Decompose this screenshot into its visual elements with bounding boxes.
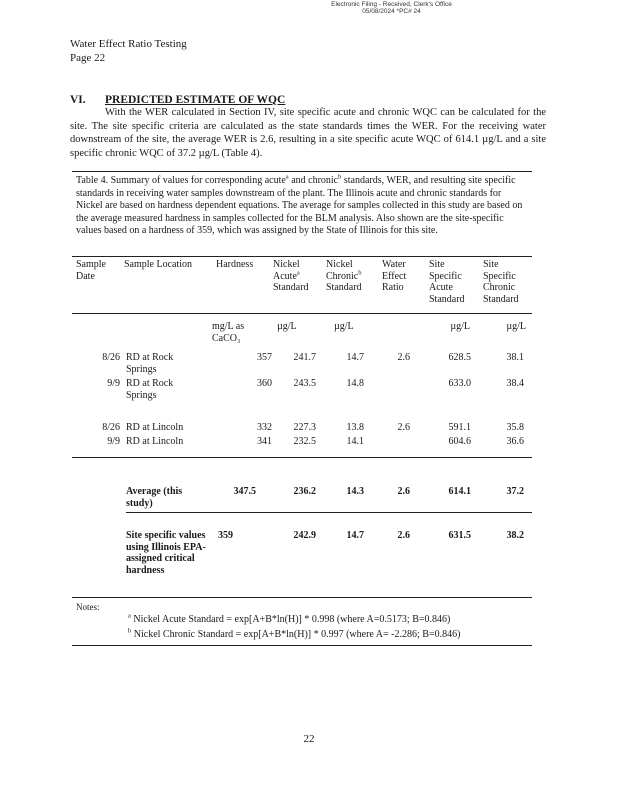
note-b: $^b$ Nickel Chronic Standard = exp[A+B*ln(H)] * 0.997 (where A= -2.286; B=0.846) <box>128 627 461 640</box>
unit-site-chronic: µg/L <box>506 321 526 332</box>
unit-chronic: µg/L <box>334 321 354 332</box>
page-number: 22 <box>303 733 315 745</box>
header-title: Water Effect Ratio Testing <box>70 38 187 50</box>
caption-rule <box>72 256 532 257</box>
stamp-line-1: Electronic Filing - Received, Clerk's Office <box>331 1 452 8</box>
unit-hardness: mg/L as CaCO₃ <box>212 321 245 344</box>
paragraph-text: With the WER calculated in Section IV, site specific acute and chronic WQC can be calculated for the site. The site specific criteria are calculated as the state standards times the WER. For the receiving water downstream of the site, the average WER is 2.6, resulting in a site specific acute WQC of 614.1 µg/L and a site specific chronic WQC of 37.2 µg/L (Table 4). <box>70 107 546 159</box>
data-rule <box>72 457 532 458</box>
unit-acute: µg/L <box>277 321 297 332</box>
header-rule <box>72 313 532 314</box>
note-a: $^a$ Nickel Acute Standard = exp[A+B*ln(H)] * 0.998 (where A=0.5173; B=0.846) <box>128 612 451 625</box>
col-location: Sample Location <box>124 259 193 270</box>
unit-site-acute: µg/L <box>450 321 470 332</box>
header-page: Page 22 <box>70 52 106 64</box>
table-caption: Table 4. Summary of values for corresponding acute$^a$ and chronic$^b$ standards, WER, and resulting site specific standards in receiving water samples downstream of the plant. The Illinois acute and chronic standards for Nickel are based on hardness dependent equations. The average for samples collected in this study are based on the average measured hardness in samples collected for the BLM analysis. Also shown are the site-specific values based on a hardness of 359, which was assigned by the State of Illinois for this site. <box>76 173 523 237</box>
stamp-line-2: 05/08/2024 *PC# 24 <box>362 8 421 15</box>
notes-rule <box>72 645 532 646</box>
filing-stamp <box>0 1 618 15</box>
col-chronic: Nickel Chronic$^b$ Standard <box>326 259 362 293</box>
average-rule <box>126 512 532 513</box>
body-paragraph <box>70 106 546 160</box>
col-date: Sample Date <box>76 259 106 282</box>
table-bottom-rule <box>72 597 532 598</box>
section-title: PREDICTED ESTIMATE OF WQC <box>105 94 286 106</box>
col-site-chronic: Site Specific Chronic Standard <box>483 259 519 305</box>
notes-label: Notes: <box>76 602 100 612</box>
col-wer: Water Effect Ratio <box>382 259 407 293</box>
table-top-rule <box>72 171 532 172</box>
col-hardness: Hardness <box>216 259 254 270</box>
col-acute: Nickel Acute$^a$ Standard <box>273 259 309 293</box>
section-number: VI. <box>70 94 86 106</box>
section-heading <box>70 94 285 106</box>
col-site-acute: Site Specific Acute Standard <box>429 259 465 305</box>
